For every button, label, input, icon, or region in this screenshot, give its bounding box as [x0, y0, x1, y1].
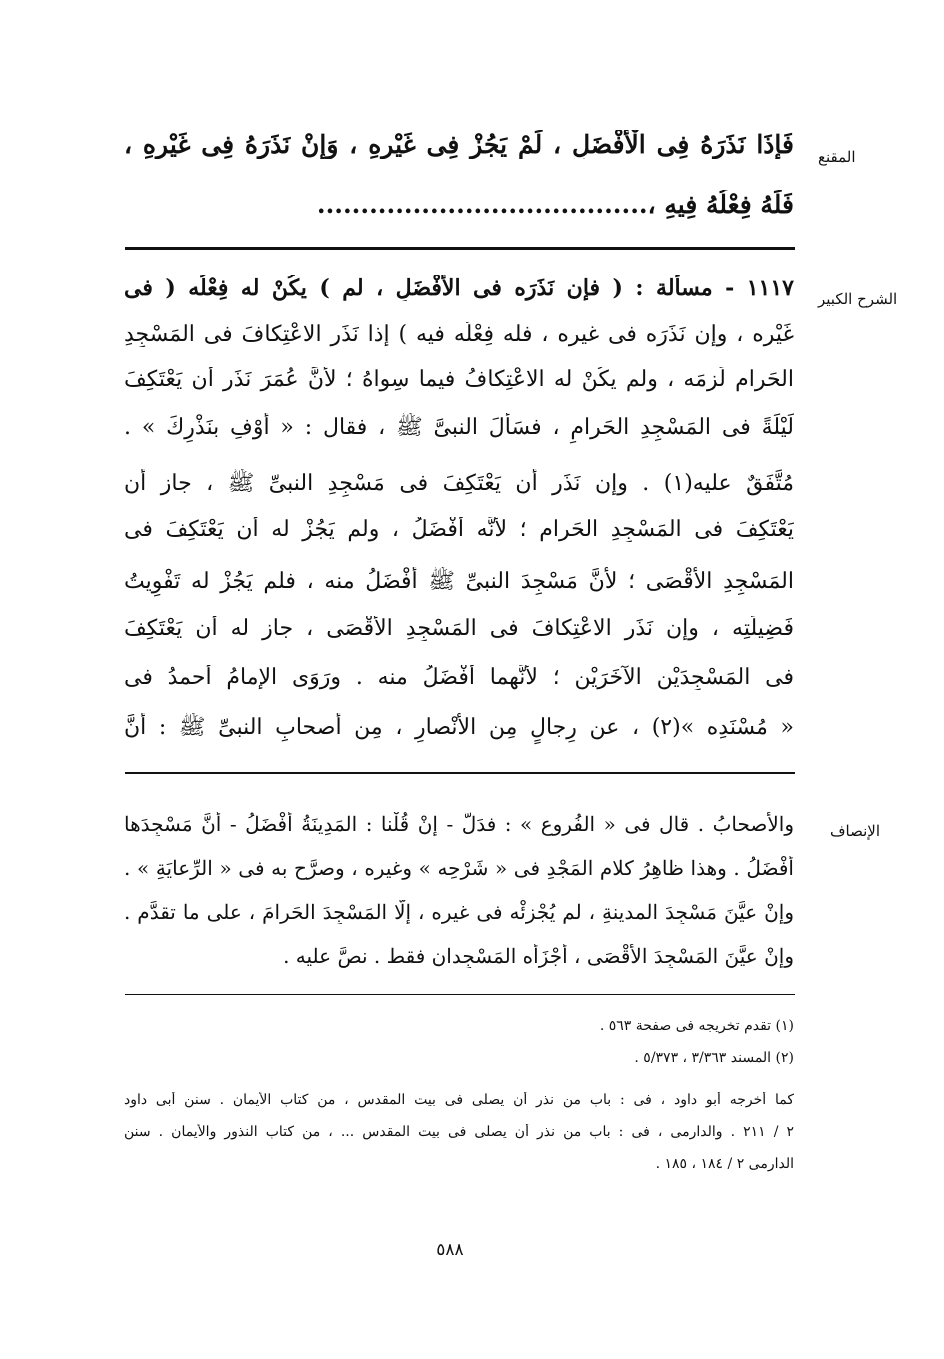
sharh-line-5: مُتَّفَقٌ عليه(١) . وإن نَذَر أن يَعْتَكِفَ فى مَسْجِدِ النبىِّ ﷺ ، جاز أن	[124, 471, 794, 496]
page-number: ٥٨٨	[436, 1240, 464, 1260]
sharh-line-4: لَيْلَةً فى المَسْجِدِ الحَرامِ ، فسَأَلَ النبىَّ ﷺ ، فقال : « أَوْفِ بنَذْرِكَ » .	[124, 415, 794, 440]
footnote-5: الدارمى ٢ / ١٨٤ ، ١٨٥ .	[655, 1156, 794, 1172]
sharh-line-7: المَسْجِدِ الأقْصَى ؛ لأنَّ مَسْجِدَ النبىِّ ﷺ أفْضَلُ منه ، فلم يَجُزْ له تَفْوِيتُ	[124, 569, 794, 594]
section-divider-thick	[125, 247, 795, 250]
label-sharh: الشرح الكبير	[818, 290, 898, 308]
sharh-line-1: ١١١٧ - مسألة : ( فإن نَذَرَه فى الأَفْضَلِ ، لم ) يكُنْ له فِعْلُه ( فى	[124, 275, 794, 301]
insaf-line-1: والأصحابُ . قال فى « الفُروعِ » : فدَلَّ - إنْ قُلْنا : المَدِينَةُ أفْضَلُ - أنَّ مَسْجِدَها	[124, 812, 794, 836]
sharh-line-6: يَعْتَكِفَ فى المَسْجِدِ الحَرامِ ؛ لأنَّه أَفْضَلُ ، ولم يَجُزْ له أن يَعْتَكِفَ فى	[124, 517, 794, 542]
footnote-2: (٢) المسند ٣/٣٦٣ ، ٥/٣٧٣ .	[634, 1050, 794, 1066]
footnote-1: (١) تقدم تخريجه فى صفحة ٥٦٣ .	[599, 1018, 794, 1034]
insaf-line-3: وإنْ عيَّنَ مَسْجِدَ المدينةِ ، لم يُجْزِئْه فى غيرِه ، إلَّا المَسْجِدَ الحَرامَ ، على ما تقدَّم .	[124, 900, 794, 924]
muqni-line-1: فَإِذَا نَذَرَهُ فِى الْأَفْضَلِ ، لَمْ يَجُزْ فِى غَيْرِهِ ، وَإِنْ نَذَرَهُ فِى غَيْرِهِ ،	[124, 130, 794, 159]
label-muqni: المقنع	[818, 148, 856, 166]
section-divider-thin	[125, 772, 795, 774]
muqni-line-2: فَلَهُ فِعْلُهُ فِيهِ ،......................................	[316, 190, 794, 219]
label-insaf: الإنصاف	[830, 822, 881, 840]
insaf-line-2: أفْضَلُ . وهذا ظاهِرُ كلامِ المَجْدِ فى « شَرْحِه » وغيرِه ، وصرَّح به فى « الرِّعايَةِ » .	[124, 856, 794, 880]
sharh-line-9: فى المَسْجِدَيْنِ الآخَرَيْنِ ؛ لأنَّهما أفْضَلُ منه . ورَوَى الإمامُ أحمدُ فى	[124, 665, 794, 690]
insaf-line-4: وإنْ عيَّنَ المَسْجِدَ الأَقْصَى ، أجْزَأه المَسْجِدان فقط . نصَّ عليه .	[283, 944, 794, 968]
sharh-line-3: الحَرامِ لَزِمَه ، ولم يكُنْ له الاعْتِكافُ فيما سِواهُ ؛ لأنَّ عُمَرَ نَذَر أن يَعْتَكِفَ	[124, 367, 794, 392]
sharh-line-8: فَضِيلَتِه ، وإن نَذَر الاعْتِكافَ فى المَسْجِدِ الأقْصَى ، جاز له أن يَعْتَكِفَ	[124, 616, 794, 641]
footnote-3: كما أخرجه أبو داود ، فى : باب من نذر أن يصلى فى بيت المقدس ، من كتاب الأيمان . سنن أبى داود	[124, 1092, 794, 1108]
footnote-4: ٢ / ٢١١ . والدارمى ، فى : باب من نذر أن يصلى فى بيت المقدس ... ، من كتاب النذور والأيمان . سنن	[124, 1124, 794, 1140]
footnote-divider	[125, 994, 795, 995]
sharh-line-2: غَيْرِه ، وإن نَذَرَه فى غيره ، فله فِعْلُه فيه ) إذا نَذَر الاعْتِكافَ فى المَسْجِدِ	[124, 322, 794, 347]
sharh-line-10: « مُسْنَدِه »(٢) ، عن رِجالٍ مِن الأنْصارِ ، مِن أصحابِ النبىِّ ﷺ : أنَّ	[124, 715, 794, 740]
